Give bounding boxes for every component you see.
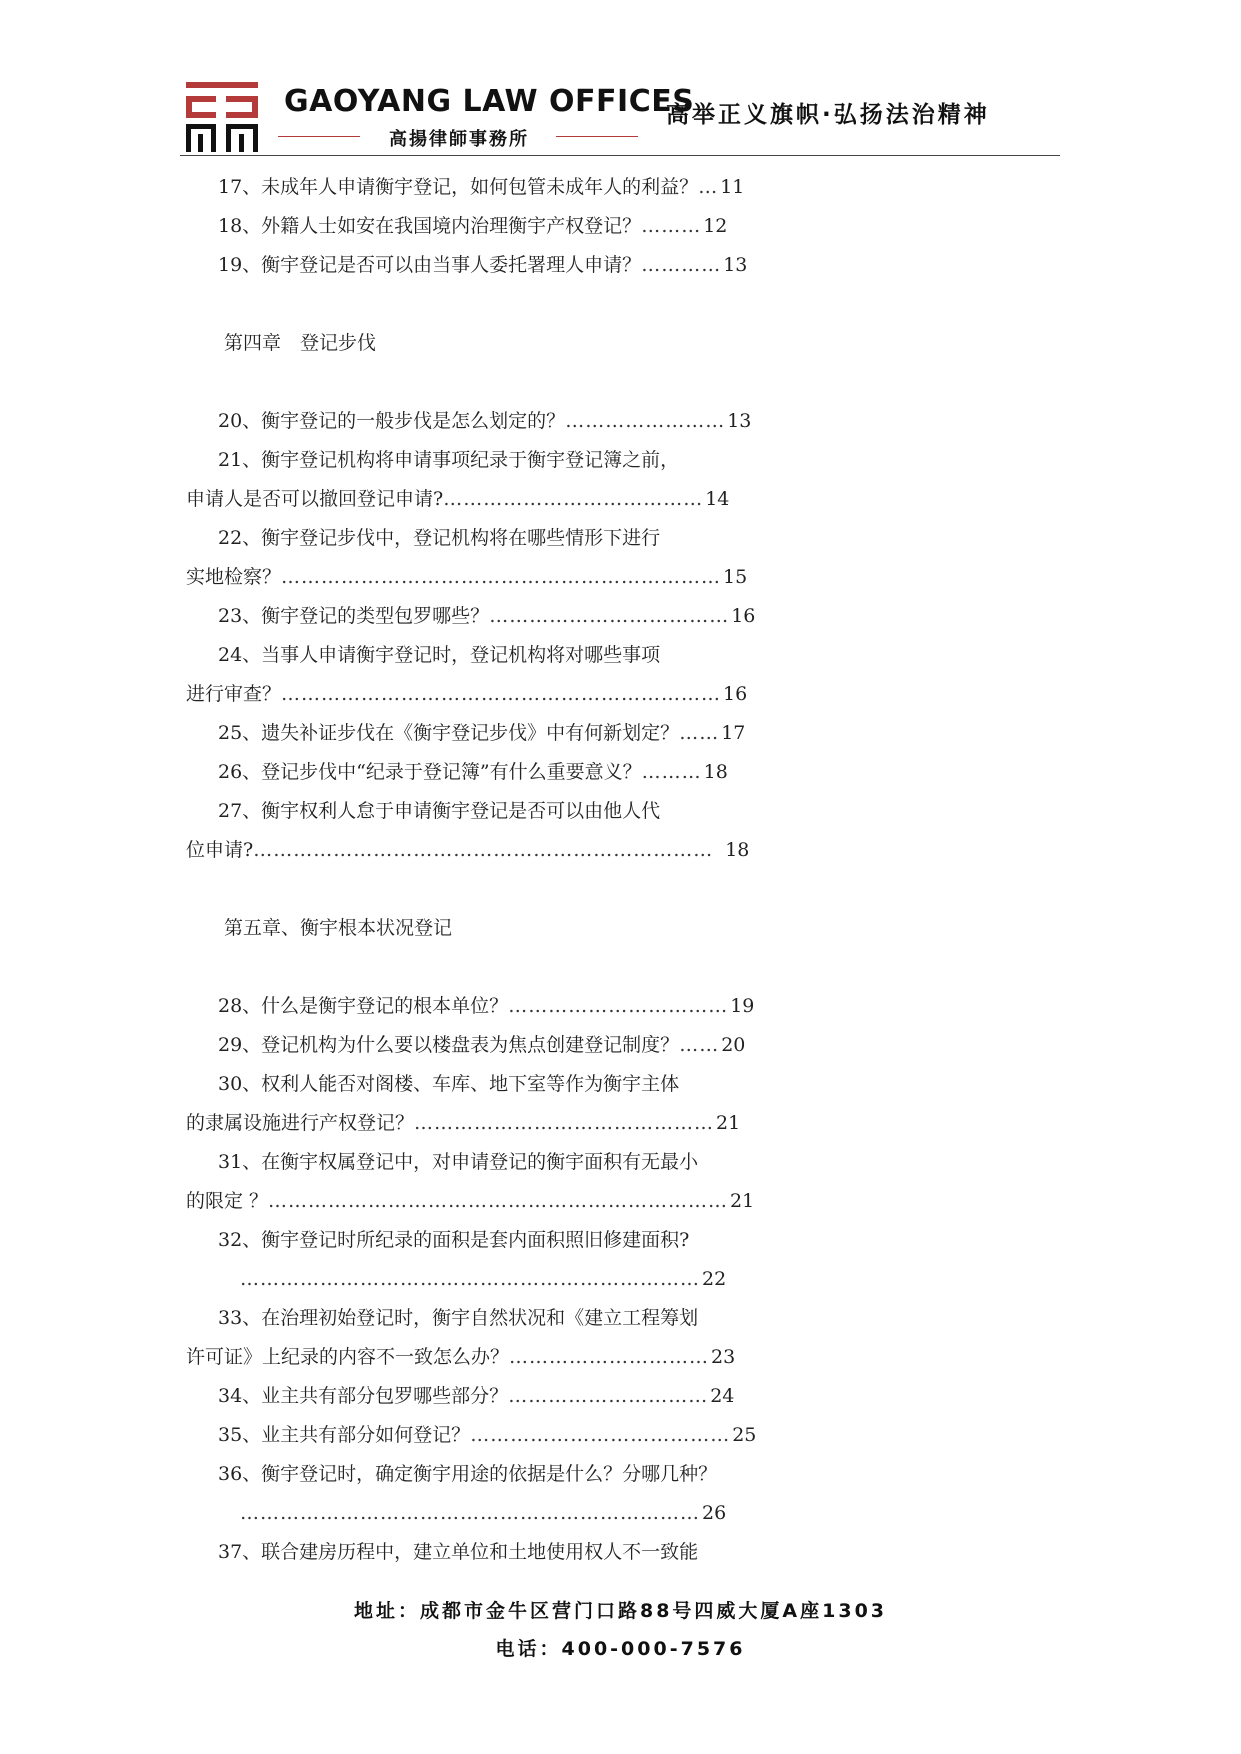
- toc-page-number: 17: [721, 722, 746, 744]
- toc-leader: ………………………………: [489, 605, 730, 627]
- toc-leader: ………………………………………: [414, 1112, 715, 1134]
- toc-entry-title: 28、什么是衡宇登记的根本单位？: [218, 995, 509, 1017]
- toc-page-number: 19: [730, 995, 755, 1017]
- toc-leader: ……: [679, 722, 720, 744]
- toc-entry-24-line1: 24、当事人申请衡宇登记时，登记机构将对哪些事项: [218, 644, 661, 666]
- toc-entry-title: 许可证》上纪录的内容不一致怎么办？: [186, 1346, 510, 1368]
- toc-entry-33-line1: 33、在治理初始登记时，衡宇自然状况和《建立工程筹划: [218, 1307, 699, 1329]
- toc-entry-31-line2: [186, 1187, 754, 1215]
- toc-leader: ………: [641, 761, 702, 783]
- toc-entry-29: [218, 1031, 745, 1059]
- toc-entry-24-line2: [186, 680, 747, 708]
- toc-entry-34: [218, 1382, 734, 1410]
- toc-page-number: 25: [732, 1424, 757, 1446]
- toc-leader: …………………………………: [443, 488, 704, 510]
- slogan: 高举正义旗帜·弘扬法治精神: [666, 102, 990, 128]
- toc-page-number: 18: [725, 839, 750, 861]
- chapter-heading-5: 第五章、衡宇根本状况登记: [224, 917, 453, 939]
- toc-leader: …………………………………: [470, 1424, 731, 1446]
- toc-entry-title: 的隶属设施进行产权登记？: [186, 1112, 415, 1134]
- toc-entry-title: 的限定 ？: [186, 1190, 269, 1212]
- toc-leader: …………………………………………………………: [281, 566, 722, 588]
- toc-page-number: 11: [720, 176, 745, 198]
- toc-page-number: 21: [716, 1112, 741, 1134]
- toc-entry-22-line2: [186, 563, 747, 591]
- toc-entry-title: 申请人是否可以撤回登记申请?: [186, 488, 444, 510]
- toc-entry-title: 17、未成年人申请衡宇登记，如何包管未成年人的利益？: [218, 176, 699, 198]
- toc-leader: ………: [641, 215, 702, 237]
- toc-page-number: 16: [723, 683, 748, 705]
- toc-entry-title: 26、登记步伐中“纪录于登记簿”有什么重要意义？: [218, 761, 642, 783]
- brand-name-chinese: 高揚律師事務所: [389, 129, 529, 150]
- toc-entry-title: 34、业主共有部分包罗哪些部分？: [218, 1385, 509, 1407]
- toc-entry-title: 进行审查？: [186, 683, 282, 705]
- toc-page-number: 24: [710, 1385, 735, 1407]
- toc-entry-30-line1: 30、权利人能否对阁楼、车库、地下室等作为衡宇主体: [218, 1073, 680, 1095]
- toc-leader: …………………………………………………………: [281, 683, 722, 705]
- toc-entry-27-line1: 27、衡宇权利人怠于申请衡宇登记是否可以由他人代: [218, 800, 661, 822]
- letterhead: [186, 78, 1056, 158]
- toc-page-number: 16: [731, 605, 756, 627]
- toc-leader: ……: [679, 1034, 720, 1056]
- toc-leader: ……………………………………………………………: [253, 839, 714, 861]
- toc-page-number: 18: [703, 761, 728, 783]
- toc-entry-title: 位申请?: [186, 839, 254, 861]
- toc-leader: ……………………………………………………………: [240, 1268, 700, 1290]
- toc-entry-36-line2: [240, 1499, 726, 1527]
- brand-name-english: GAOYANG LAW OFFICES: [284, 84, 695, 119]
- toc-page-number: 13: [723, 254, 748, 276]
- footer-phone: 电话：400-000-7576: [495, 1638, 746, 1660]
- footer-address: 地址：成都市金牛区营门口路88号四威大厦A座1303: [353, 1600, 888, 1622]
- toc-leader: ……………………………………………………………: [240, 1502, 700, 1524]
- toc-page-number: 23: [711, 1346, 736, 1368]
- toc-leader: …………: [641, 254, 722, 276]
- toc-entry-33-line2: [186, 1343, 735, 1371]
- toc-leader: …………………………: [508, 1385, 709, 1407]
- toc-entry-title: 35、业主共有部分如何登记？: [218, 1424, 471, 1446]
- brand-divider-left: [278, 136, 360, 137]
- law-firm-logo-icon: [186, 82, 258, 152]
- toc-page-number: 12: [703, 215, 728, 237]
- toc-entry-title: 实地检察？: [186, 566, 282, 588]
- toc-page-number: 22: [702, 1268, 727, 1290]
- toc-leader: …: [698, 176, 719, 198]
- toc-entry-27-line2: [186, 836, 749, 864]
- toc-entry-20: [218, 407, 751, 435]
- toc-entry-title: 19、衡宇登记是否可以由当事人委托署理人申请？: [218, 254, 642, 276]
- toc-leader: ……………………………………………………………: [268, 1190, 729, 1212]
- toc-page-number: 14: [705, 488, 730, 510]
- toc-entry-title: 23、衡宇登记的类型包罗哪些？: [218, 605, 490, 627]
- toc-entry-37-line1: 37、联合建房历程中，建立单位和土地使用权人不一致能: [218, 1541, 699, 1563]
- toc-entry-28: [218, 992, 754, 1020]
- toc-leader: ……………………: [565, 410, 726, 432]
- toc-entry-21-line2: [186, 485, 729, 513]
- toc-entry-title: 25、遗失补证步伐在《衡宇登记步伐》中有何新划定？: [218, 722, 680, 744]
- toc-entry-36-line1: 36、衡宇登记时，确定衡宇用途的依据是什么？分哪几种？: [218, 1463, 718, 1485]
- toc-entry-35: [218, 1421, 756, 1449]
- toc-entry-17: [218, 173, 744, 201]
- toc-entry-21-line1: 21、衡宇登记机构将申请事项纪录于衡宇登记簿之前，: [218, 449, 680, 471]
- toc-entry-26: [218, 758, 728, 786]
- toc-entry-25: [218, 719, 745, 747]
- toc-entry-title: 20、衡宇登记的一般步伐是怎么划定的？: [218, 410, 566, 432]
- toc-page-number: 26: [702, 1502, 727, 1524]
- toc-entry-32-line1: 32、衡宇登记时所纪录的面积是套内面积照旧修建面积?: [218, 1229, 690, 1251]
- toc-entry-19: [218, 251, 747, 279]
- brand-divider-right: [556, 136, 638, 137]
- header-divider: [180, 155, 1060, 156]
- chapter-heading-4: 第四章 登记步伐: [224, 332, 377, 354]
- toc-page-number: 21: [730, 1190, 755, 1212]
- toc-entry-32-line2: [240, 1265, 726, 1293]
- toc-entry-title: 29、登记机构为什么要以楼盘表为焦点创建登记制度？: [218, 1034, 680, 1056]
- toc-entry-23: [218, 602, 755, 630]
- toc-entry-30-line2: [186, 1109, 740, 1137]
- toc-entry-31-line1: 31、在衡宇权属登记中，对申请登记的衡宇面积有无最小: [218, 1151, 699, 1173]
- toc-leader: …………………………: [509, 1346, 710, 1368]
- toc-leader: ……………………………: [508, 995, 729, 1017]
- brand-name-chinese-row: [278, 125, 638, 149]
- toc-entry-18: [218, 212, 727, 240]
- toc-page-number: 20: [721, 1034, 746, 1056]
- toc-page-number: 15: [723, 566, 748, 588]
- toc-page-number: 13: [727, 410, 752, 432]
- toc-entry-title: 18、外籍人士如安在我国境内治理衡宇产权登记？: [218, 215, 642, 237]
- toc-entry-22-line1: 22、衡宇登记步伐中，登记机构将在哪些情形下进行: [218, 527, 661, 549]
